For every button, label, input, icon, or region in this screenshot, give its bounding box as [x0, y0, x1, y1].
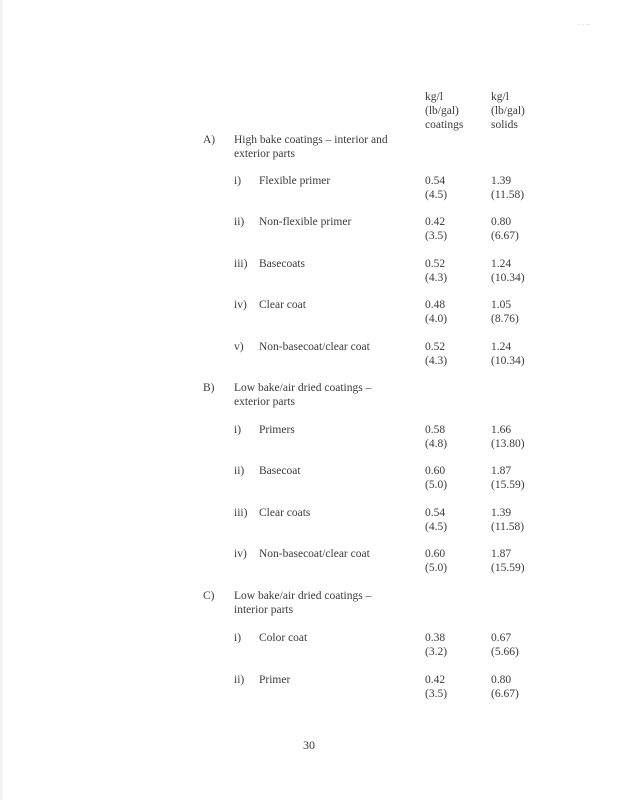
section-title — [234, 133, 404, 161]
solids-value: 1.66 (13.80) — [491, 424, 525, 450]
section-title — [234, 589, 404, 617]
coatings-value: 0.52 (4.3) — [425, 341, 448, 367]
item-number: ii) — [234, 674, 245, 686]
scan-edge — [0, 0, 3, 800]
header-col-coatings — [425, 90, 463, 132]
solids-value: 1.39 (11.58) — [491, 175, 525, 201]
header-col-coatings-line2: (lb/gal) — [425, 105, 459, 117]
section-letter: C) — [203, 590, 215, 602]
header-col-coatings-line1: kg/l — [425, 91, 443, 103]
section-title-line: Low bake/air dried coatings – — [234, 382, 372, 394]
coatings-value: 0.52 (4.3) — [425, 258, 448, 284]
item-label: Flexible primer — [259, 175, 331, 187]
item-number: iv) — [234, 548, 247, 560]
section-title-line: exterior parts — [234, 396, 295, 408]
coatings-value: 0.42 (3.5) — [425, 216, 448, 242]
solids-value: 1.87 (15.59) — [491, 548, 525, 574]
section-title-line: exterior parts — [234, 148, 295, 160]
header-col-solids-line3: solids — [491, 119, 518, 131]
section-title-line: Low bake/air dried coatings – — [234, 590, 372, 602]
item-number: ii) — [234, 465, 245, 477]
solids-value: 0.80 (6.67) — [491, 674, 519, 700]
solids-value: 1.39 (11.58) — [491, 507, 525, 533]
section-title-line: High bake coatings – interior and — [234, 134, 388, 146]
corner-mark: . . .. — [578, 18, 590, 27]
coatings-value: 0.54 (4.5) — [425, 507, 448, 533]
item-number: i) — [234, 175, 242, 187]
header-col-solids — [491, 90, 525, 132]
item-label: Non-basecoat/clear coat — [259, 341, 370, 353]
coatings-value: 0.54 (4.5) — [425, 175, 448, 201]
item-number: v) — [234, 341, 244, 353]
item-label: Primer — [259, 674, 291, 686]
coatings-value: 0.58 (4.8) — [425, 424, 448, 450]
item-label: Primers — [259, 424, 295, 436]
section-letter: A) — [203, 134, 216, 146]
solids-value: 1.24 (10.34) — [491, 258, 525, 284]
item-number: iii) — [234, 507, 248, 519]
solids-value: 1.24 (10.34) — [491, 341, 525, 367]
coatings-value: 0.48 (4.0) — [425, 299, 448, 325]
item-label: Basecoat — [259, 465, 301, 477]
coatings-value: 0.60 (5.0) — [425, 465, 448, 491]
header-col-coatings-line3: coatings — [425, 119, 464, 131]
item-label: Non-basecoat/clear coat — [259, 548, 370, 560]
section-title — [234, 381, 404, 409]
solids-value: 1.05 (8.76) — [491, 299, 519, 325]
item-number: ii) — [234, 216, 245, 228]
coatings-value: 0.60 (5.0) — [425, 548, 448, 574]
item-label: Non-flexible primer — [259, 216, 352, 228]
coatings-value: 0.38 (3.2) — [425, 632, 448, 658]
page-number: 30 — [303, 738, 315, 752]
solids-value: 0.67 (5.66) — [491, 632, 519, 658]
item-label: Basecoats — [259, 258, 305, 270]
item-number: iv) — [234, 299, 247, 311]
header-col-solids-line2: (lb/gal) — [491, 105, 525, 117]
item-number: i) — [234, 424, 242, 436]
item-number: i) — [234, 632, 242, 644]
item-label: Clear coats — [259, 507, 311, 519]
solids-value: 0.80 (6.67) — [491, 216, 519, 242]
coatings-value: 0.42 (3.5) — [425, 674, 448, 700]
item-number: iii) — [234, 258, 248, 270]
section-letter: B) — [203, 382, 215, 394]
item-label: Clear coat — [259, 299, 306, 311]
header-col-solids-line1: kg/l — [491, 91, 509, 103]
solids-value: 1.87 (15.59) — [491, 465, 525, 491]
section-title-line: interior parts — [234, 604, 294, 616]
item-label: Color coat — [259, 632, 308, 644]
